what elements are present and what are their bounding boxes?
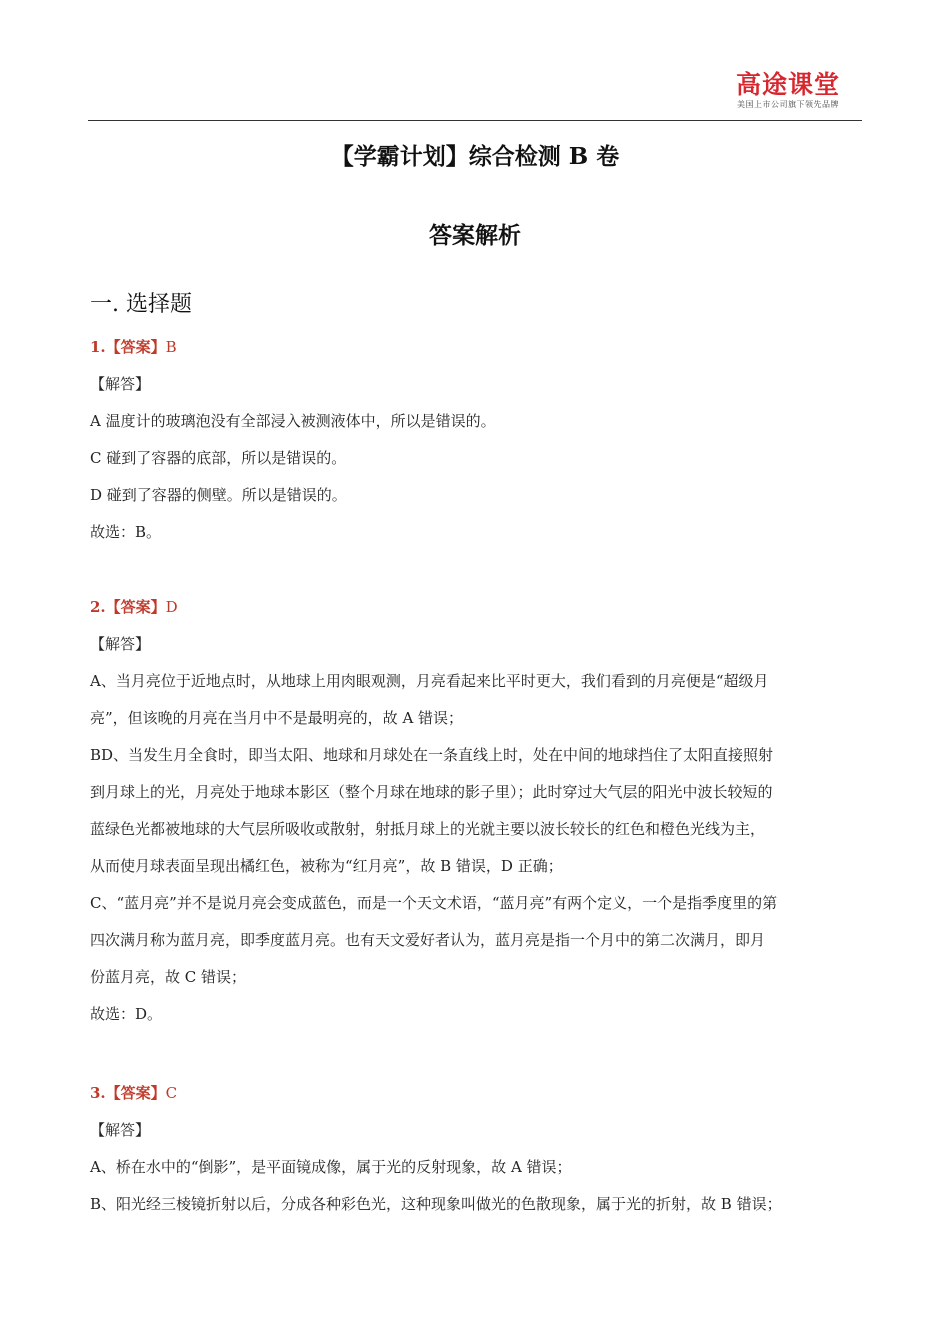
explanation-line: 份蓝月亮，故 C 错误； <box>90 968 247 986</box>
section-heading: 一. 选择题 <box>90 292 192 317</box>
answer-line <box>90 1075 860 1112</box>
explanation-line: D 碰到了容器的侧壁。所以是错误的。 <box>90 486 347 504</box>
explanation-line: A、当月亮位于近地点时，从地球上用肉眼观测，月亮看起来比平时更大，我们看到的月亮便是“超级月 <box>90 672 769 690</box>
logo-text: 高途课堂 <box>735 70 840 99</box>
answer-letter: C <box>165 1084 178 1102</box>
brand-logo <box>736 70 840 110</box>
question-1 <box>90 329 860 551</box>
explanation-line: BD、当发生月全食时，即当太阳、地球和月球处在一条直线上时，处在中间的地球挡住了太阳直接照射 <box>90 746 774 764</box>
explanation-line: A 温度计的玻璃泡没有全部浸入被测液体中，所以是错误的。 <box>90 412 496 430</box>
explanation-line: A、桥在水中的“倒影”，是平面镜成像，属于光的反射现象，故 A 错误； <box>90 1158 572 1176</box>
page-header <box>88 0 862 123</box>
answer-line <box>90 329 860 366</box>
logo-subtitle: 美国上市公司旗下领先品牌 <box>736 100 839 109</box>
explanation-line: 故选：B。 <box>90 523 162 541</box>
jieda-label: 【解答】 <box>90 635 151 653</box>
explanation-line: 故选：D。 <box>90 1005 163 1023</box>
explanation-line: C 碰到了容器的底部，所以是错误的。 <box>90 449 347 467</box>
explanation-line: 从而使月球表面呈现出橘红色，被称为“红月亮”，故 B 错误，D 正确； <box>90 857 563 875</box>
jieda-label: 【解答】 <box>90 1121 151 1139</box>
answer-letter: D <box>165 598 178 616</box>
explanation-line: C、“蓝月亮”并不是说月亮会变成蓝色，而是一个天文术语，“蓝月亮”有两个定义，一个是指季度里的第 <box>90 894 778 912</box>
answer-label: 2.【答案】 <box>90 598 166 616</box>
explanation-line: 亮”，但该晚的月亮在当月中不是最明亮的，故 A 错误； <box>90 709 464 727</box>
answer-line <box>90 589 860 626</box>
question-2 <box>90 589 860 1033</box>
explanation-line: 四次满月称为蓝月亮，即季度蓝月亮。也有天文爱好者认为，蓝月亮是指一个月中的第二次满月，即月 <box>90 931 766 949</box>
answer-label: 1.【答案】 <box>90 338 166 356</box>
answer-label: 3.【答案】 <box>90 1084 166 1102</box>
document-subtitle: 答案解析 <box>429 222 521 249</box>
question-3 <box>90 1075 860 1223</box>
answer-letter: B <box>165 338 177 356</box>
explanation-line: B、阳光经三棱镜折射以后，分成各种彩色光，这种现象叫做光的色散现象，属于光的折射，故 B 错误； <box>90 1195 782 1213</box>
document-title: 【学霸计划】综合检测 B 卷 <box>330 143 620 170</box>
header-divider <box>88 120 862 121</box>
explanation-line: 到月球上的光，月亮处于地球本影区（整个月球在地球的影子里）；此时穿过大气层的阳光中波长较短的 <box>90 783 773 801</box>
explanation-line: 蓝绿色光都被地球的大气层所吸收或散射，射抵月球上的光就主要以波长较长的红色和橙色光线为主， <box>90 820 766 838</box>
jieda-label: 【解答】 <box>90 375 151 393</box>
